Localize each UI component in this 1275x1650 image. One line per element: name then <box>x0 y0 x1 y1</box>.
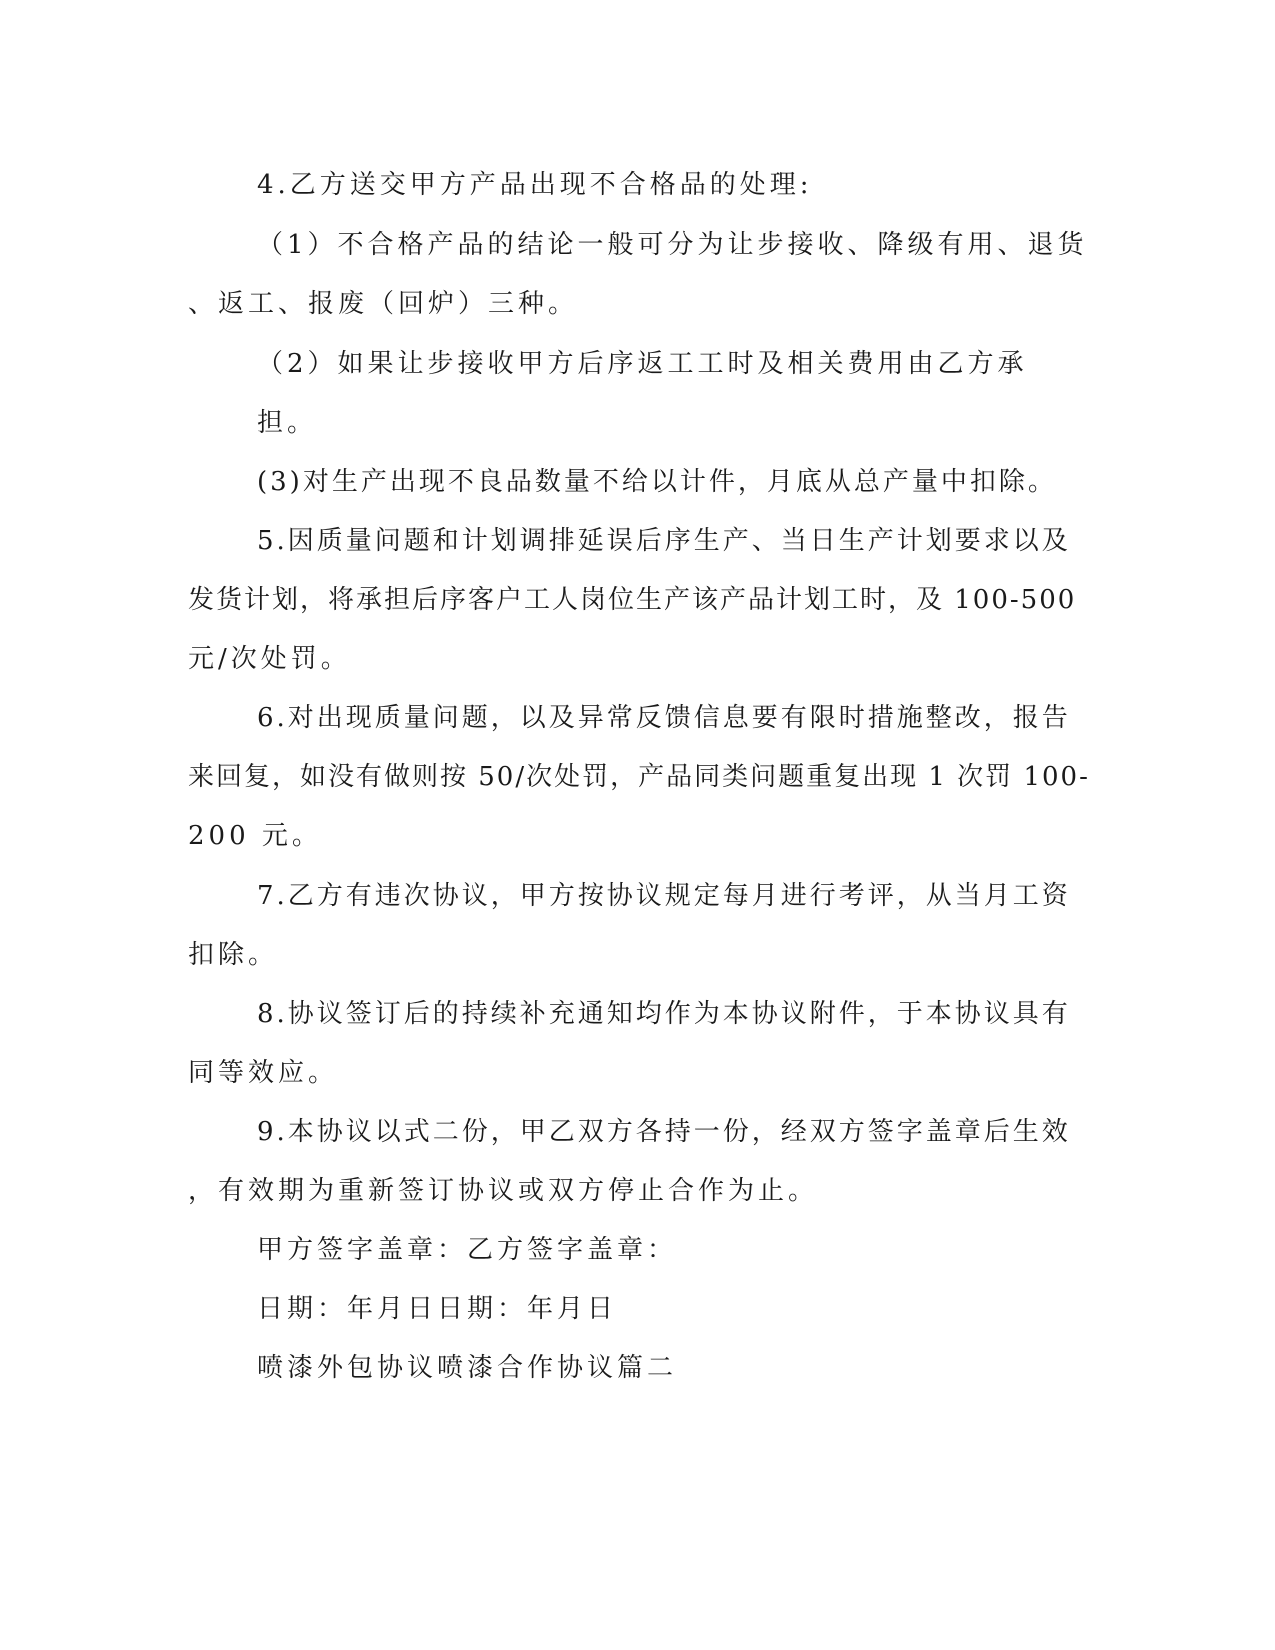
text-line: 来回复，如没有做则按 50/次处罚，产品同类问题重复出现 1 次罚 100- <box>188 762 1090 792</box>
section-heading: 喷漆外包协议喷漆合作协议篇二 <box>257 1353 678 1383</box>
text-line: 4.乙方送交甲方产品出现不合格品的处理: <box>257 170 813 200</box>
text-line: 9.本协议以式二份，甲乙双方各持一份，经双方签字盖章后生效 <box>257 1117 1071 1147</box>
text-line: 6.对出现质量问题，以及异常反馈信息要有限时措施整改，报告 <box>257 703 1071 733</box>
signature-line: 甲方签字盖章：乙方签字盖章： <box>257 1235 678 1265</box>
text-line: （2）如果让步接收甲方后序返工工时及相关费用由乙方承 <box>257 349 1028 379</box>
text-line: 元/次处罚。 <box>188 644 351 674</box>
text-line: 扣除。 <box>188 940 279 970</box>
text-line: 7.乙方有违次协议，甲方按协议规定每月进行考评，从当月工资 <box>257 881 1071 911</box>
date-line: 日期：年月日日期：年月日 <box>257 1294 618 1324</box>
text-line: 担。 <box>257 408 318 438</box>
text-line: 发货计划，将承担后序客户工人岗位生产该产品计划工时，及 100-500 <box>188 585 1077 615</box>
text-line: （1）不合格产品的结论一般可分为让步接收、降级有用、退货 <box>257 230 1088 260</box>
text-line: ，有效期为重新签订协议或双方停止合作为止。 <box>188 1176 819 1206</box>
text-line: 5.因质量问题和计划调排延误后序生产、当日生产计划要求以及 <box>257 526 1071 556</box>
text-line: 200 元。 <box>188 821 322 851</box>
text-line: 、返工、报废（回炉）三种。 <box>188 289 579 319</box>
text-line: (3)对生产出现不良品数量不给以计件，月底从总产量中扣除。 <box>257 467 1057 497</box>
text-line: 8.协议签订后的持续补充通知均作为本协议附件，于本协议具有 <box>257 999 1071 1029</box>
text-line: 同等效应。 <box>188 1058 339 1088</box>
